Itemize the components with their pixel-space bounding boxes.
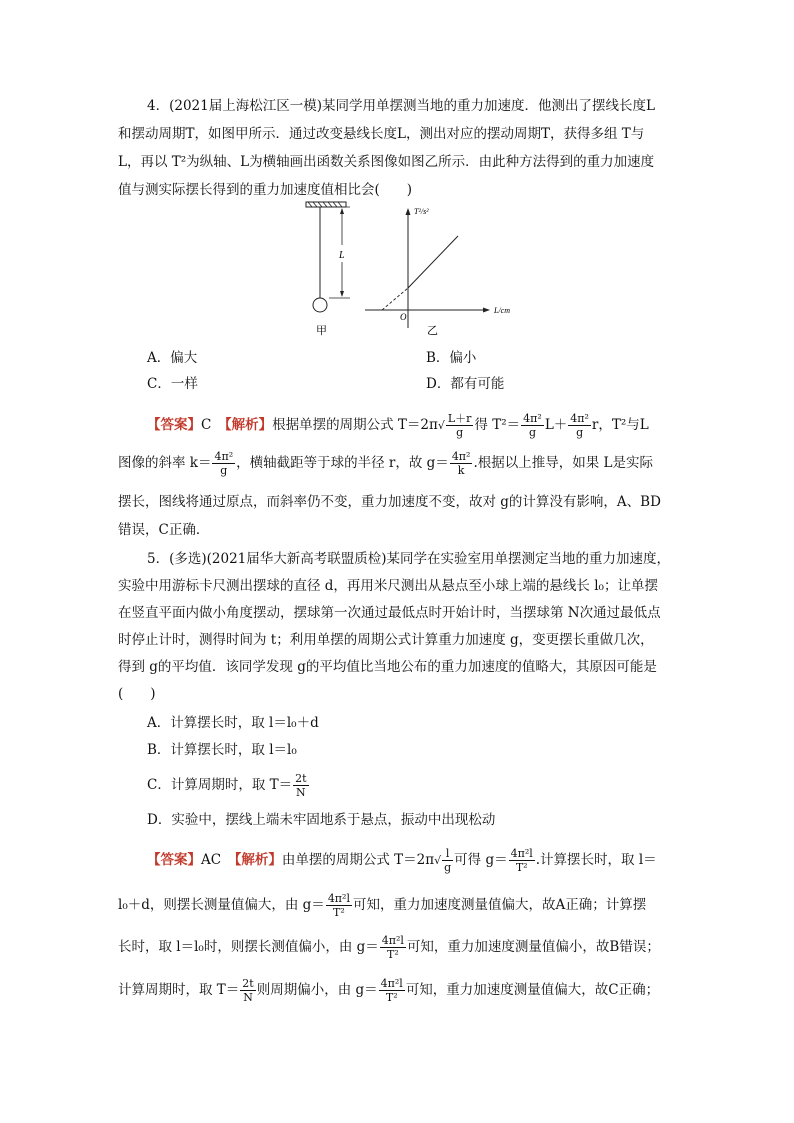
frac-denominator: T² [515,861,528,874]
q5-answer-line-4 [118,975,659,1005]
text-segment: 由单摆的周期公式 T＝2π [281,852,435,868]
text-segment: 图像的斜率 k＝ [118,455,212,471]
q5-answer-line-3 [118,932,660,962]
frac-numerator: 4π² [523,412,542,425]
q5-answer-line-1 [147,845,657,876]
label-L: L [339,250,345,261]
q5-option-a: A．计算摆长时，取 l＝l₀＋d [147,715,319,731]
text-segment: C．计算周期时，取 T＝ [147,777,293,793]
frac-numerator: L＋r [447,412,472,425]
q4-option-d: D．都有可能 [426,376,505,392]
frac-denominator: g [576,426,584,439]
q4-answer-line-2 [118,448,653,478]
text-segment: ，横轴截距等于球的半径 r，故 g＝ [236,455,449,471]
q5-option-b: B．计算摆长时，取 l＝l₀ [147,742,297,758]
q5-line-4: 时停止计时，测得时间为 t；利用单摆的周期公式计算重力加速度 g，变更摆长重做几次， [118,632,654,648]
caption-jia: 甲 [316,324,327,337]
caption-yi: 乙 [427,324,438,337]
q5-line-5: 得到 g的平均值．该同学发现 g的平均值比当地公布的重力加速度的值略大，其原因可能是 [118,659,657,675]
fraction [380,934,406,961]
sqrt-expression: √ $\frac{l}{g}$ [434,847,452,874]
pendulum-figure [290,200,530,340]
analysis-tag: 【解析】 [224,417,273,433]
q4-option-a: A．偏大 [147,350,198,366]
sqrt-expression: √ $\frac{L+r}{g}$ [437,412,472,439]
text-segment: .计算摆长时，取 l＝ [535,852,657,868]
q5-line-6: ( ) [118,686,156,702]
frac-denominator: k [457,464,465,477]
frac-denominator: T² [386,948,399,961]
fraction [379,977,405,1004]
frac-denominator: g [444,861,452,874]
fraction [521,412,544,439]
frac-numerator: l [442,847,453,861]
q5-line-1: 5．(多选)(2021届华大新高考联盟质检)某同学在实验室用单摆测定当地的重力加速度， [147,551,671,567]
q5-answer-line-2 [118,890,646,920]
answer-value: C [201,417,212,433]
frac-denominator: g [456,426,464,439]
text-segment: 计算周期时，取 T＝ [118,982,240,998]
frac-denominator: g [220,464,228,477]
text-segment: L＋ [544,417,568,433]
q4-line-2: 和摆动周期T，如图甲所示．通过改变悬线长度L，测出对应的摆动周期T，获得多组 T与 [118,126,645,142]
q5-option-c [147,770,310,800]
q4-option-b: B．偏小 [426,350,477,366]
q5-line-3: 在竖直平面内做小角度摆动，摆球第一次通过最低点时开始计时，当摆球第 N次通过最低点 [118,605,661,621]
text-segment: 则周期偏小，由 g＝ [256,982,378,998]
frac-numerator: 4π²l [381,934,404,947]
fraction [293,772,308,799]
text-segment: l₀＋d，则摆长测量值偏大，由 g＝ [118,897,325,913]
fraction [450,450,473,477]
origin-label: O [400,312,407,322]
q5-line-2: 实验中用游标卡尺测出摆球的直径 d，再用米尺测出从悬点至小球上端的悬线长 l₀；让单摆 [118,578,658,594]
q4-line-4: 值与测实际摆长得到的重力加速度值相比会( ) [118,182,413,198]
frac-denominator: N [296,786,306,799]
frac-numerator: 2t [295,772,307,785]
answer-tag: 【答案】 [147,852,201,868]
q5-option-d: D．实验中，摆线上端未牢固地系于悬点，振动中出现松动 [147,812,496,828]
fraction [326,892,352,919]
text-segment: 可知，重力加速度测量值偏大，故C正确； [405,982,660,998]
t2-l-graph [365,208,490,328]
fraction [212,450,235,477]
q4-line-1: 4．(2021届上海松江区一模)某同学用单摆测当地的重力加速度．他测出了摆线长度L [147,98,655,114]
text-segment: 根据单摆的周期公式 T＝2π [272,417,438,433]
analysis-tag: 【解析】 [234,852,282,868]
text-segment: 可得 g＝ [454,852,508,868]
text-segment: .根据以上推导，如果 L是实际 [473,455,654,471]
frac-numerator: 4π²l [380,977,403,990]
text-segment: 可知，重力加速度测量值偏小，故B错误； [406,939,660,955]
frac-numerator: 2t [242,977,254,990]
frac-denominator: g [528,426,537,439]
text-segment: 可知，重力加速度测量值偏大，故A正确；计算摆 [352,897,647,913]
fraction [509,847,535,874]
text-segment: 长时，取 l＝l₀时，则摆长测值偏小，由 g＝ [118,939,379,955]
frac-denominator: T² [333,906,345,919]
frac-denominator: N [243,991,253,1004]
frac-numerator: 4π² [451,450,471,463]
q4-answer-line-4: 错误，C正确． [118,522,210,538]
frac-numerator: 4π² [214,450,234,463]
x-axis-label: L/cm [494,306,510,315]
text-segment: 得 T²＝ [474,417,521,433]
q4-answer-line-3: 摆长，图线将通过原点，而斜率仍不变，重力加速度不变，故对 g的计算没有影响，A、BD [118,494,661,510]
answer-tag: 【答案】 [147,417,201,433]
frac-numerator: 4π²l [327,892,350,905]
q4-answer-line-1 [147,410,649,441]
fraction [568,412,591,439]
frac-denominator: T² [385,991,398,1004]
q4-option-c: C．一样 [147,376,198,392]
text-segment: r，T²与L [591,417,649,433]
fraction [240,977,255,1004]
y-axis-label: T²/s² [414,207,429,216]
frac-numerator: 4π² [570,412,589,425]
answer-value: AC [201,852,222,868]
frac-numerator: 4π²l [510,847,533,860]
q4-line-3: L，再以 T²为纵轴、L为横轴画出函数关系图像如图乙所示．由此种方法得到的重力加速度 [118,154,655,170]
